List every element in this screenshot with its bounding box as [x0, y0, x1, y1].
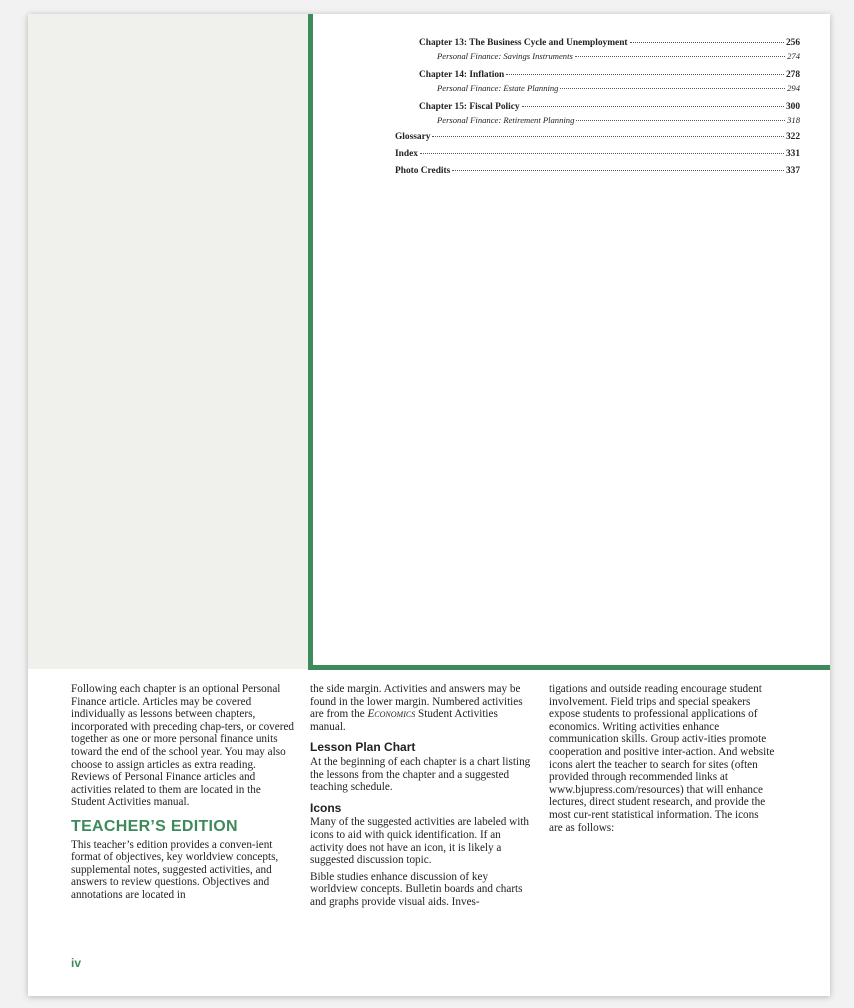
- toc-entry: [395, 166, 800, 176]
- icons-heading: Icons: [310, 800, 342, 815]
- toc-entry-label: Index: [395, 149, 418, 159]
- page-number: iv: [71, 956, 82, 970]
- toc-leader-dots: [576, 120, 785, 121]
- column-2: [310, 683, 536, 909]
- toc-entry-label: Personal Finance: Estate Planning: [437, 83, 559, 93]
- toc-entry-label: Chapter 15: Fiscal Policy: [419, 102, 520, 112]
- column-3: [549, 683, 775, 834]
- toc-entry: [395, 83, 800, 93]
- toc-leader-dots: [452, 170, 784, 171]
- toc-entry-page: 278: [785, 70, 800, 80]
- economics-title: Economics: [367, 708, 416, 721]
- toc-entry-label: Photo Credits: [395, 166, 451, 176]
- toc-entry-page: 318: [787, 115, 800, 125]
- icons-paragraph: Many of the suggested activities are labeled with icons to aid with quick identification. If an activity does not have an icon, it is likely a suggested discussion topic.: [310, 816, 530, 867]
- toc-leader-dots: [420, 153, 784, 154]
- table-of-contents: [395, 38, 800, 176]
- toc-entry-label: Glossary: [395, 132, 431, 142]
- personal-finance-paragraph: Following each chapter is an optional Personal Finance article. Articles may be covered individually as lessons between chapters, incorporated with preceding chap-ters, or covered together as one or more personal finance units toward the end of the school year. You may also choose to assign articles as extra reading. Reviews of Personal Finance articles and activities related to them are located in the Student Activities manual.: [71, 683, 295, 809]
- teachers-edition-heading: TEACHER’S EDITION: [71, 817, 238, 835]
- toc-entry-page: 322: [785, 132, 800, 142]
- bible-studies-paragraph: Bible studies enhance discussion of key worldview concepts. Bulletin boards and charts and graphs provide visual aids. Inves-: [310, 870, 523, 908]
- investigations-paragraph: tigations and outside reading encourage student involvement. Field trips and special speakers expose students to professional applications of economics. Writing activities enhance communication skills. Group activ-ities promote cooperation and positive inter-action. And website icons alert the teacher to search for sites (often provided through recommended links at www.bjupress.com/resources) that will enhance lectures, direct student research, and provide the most cur-rent statistical information. The icons are as follows:: [549, 683, 775, 834]
- toc-leader-dots: [522, 106, 784, 107]
- toc-entry-page: 331: [785, 149, 800, 159]
- toc-entry-label: Chapter 13: The Business Cycle and Unemployment: [419, 38, 628, 48]
- toc-leader-dots: [506, 74, 784, 75]
- toc-entry: [395, 70, 800, 80]
- toc-leader-dots: [575, 56, 785, 57]
- toc-entry-page: 294: [787, 83, 800, 93]
- toc-entry: [395, 132, 800, 142]
- lesson-plan-chart-heading: Lesson Plan Chart: [310, 740, 416, 755]
- toc-entry-page: 337: [785, 166, 800, 176]
- toc-entry: [395, 149, 800, 159]
- toc-entry: [395, 115, 800, 125]
- left-margin-panel: [28, 14, 308, 669]
- teachers-edition-paragraph: This teacher’s edition provides a conven-ient format of objectives, key worldview concepts, supplemental notes, suggested activities, and answers to review questions. Objectives and annotations are located in: [71, 838, 279, 901]
- toc-entry-page: 274: [787, 51, 800, 61]
- toc-entry-label: Personal Finance: Retirement Planning: [437, 115, 575, 125]
- toc-entry-label: Chapter 14: Inflation: [419, 70, 505, 80]
- column-1: [71, 683, 297, 902]
- toc-leader-dots: [560, 88, 785, 89]
- toc-entry-label: Personal Finance: Savings Instruments: [437, 51, 573, 61]
- toc-leader-dots: [432, 136, 784, 137]
- toc-entry-page: 300: [785, 102, 800, 112]
- toc-leader-dots: [630, 42, 784, 43]
- table-of-contents-box: [308, 14, 830, 670]
- toc-entry: [395, 38, 800, 48]
- lesson-plan-paragraph: At the beginning of each chapter is a chart listing the lessons from the chapter and a suggested teaching schedule.: [310, 755, 531, 794]
- toc-entry-page: 256: [785, 38, 800, 48]
- toc-entry: [395, 51, 800, 61]
- side-margin-paragraph: the side margin. Activities and answers may be found in the lower margin. Numbered activities are from the Economics Student Activities manual.: [310, 683, 523, 733]
- document-page: [28, 14, 830, 996]
- toc-entry: [395, 102, 800, 112]
